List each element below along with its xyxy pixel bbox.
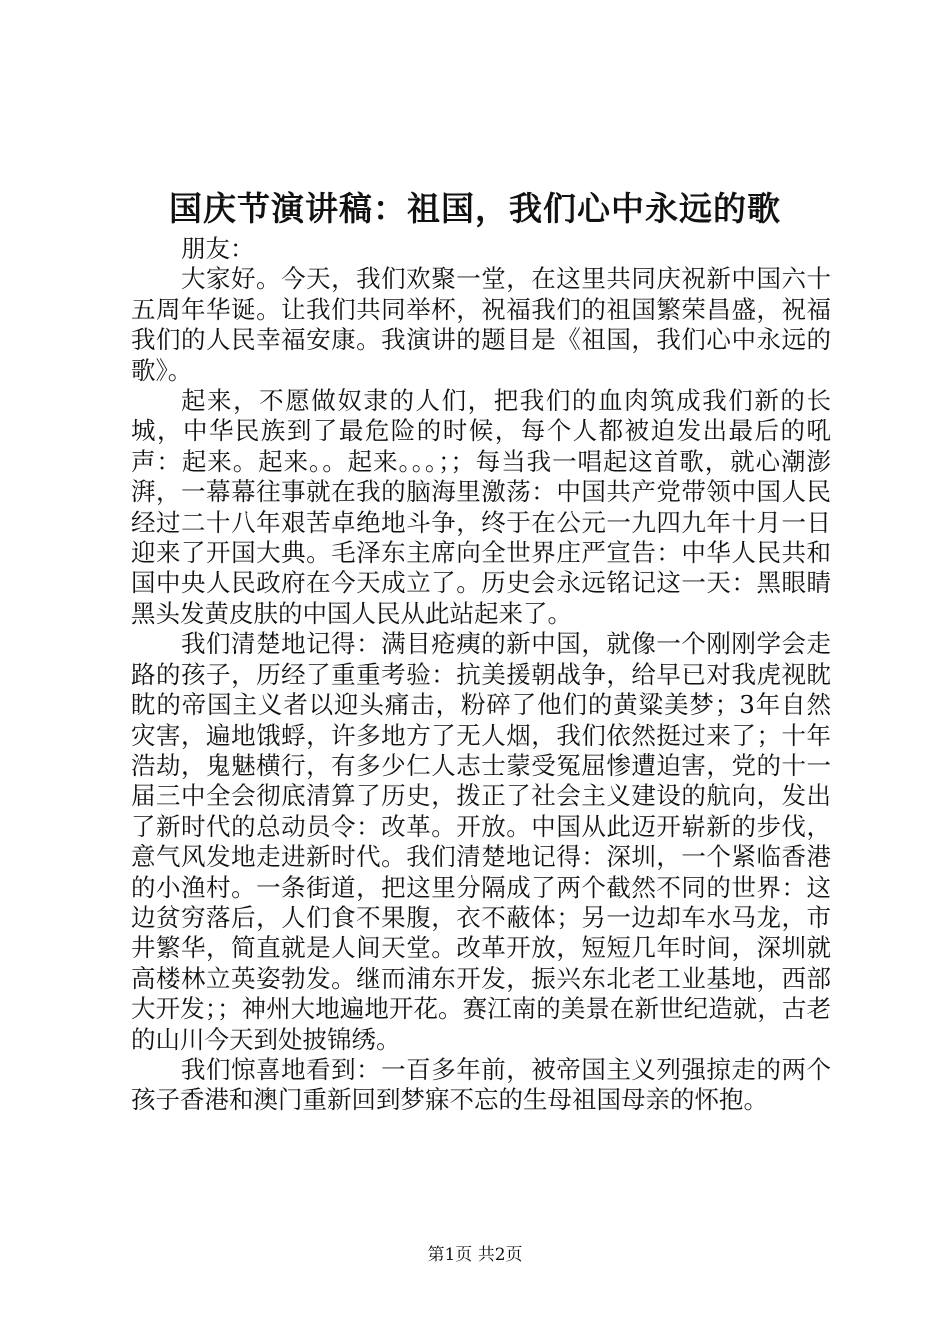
paragraph: 我们惊喜地看到：一百多年前，被帝国主义列强掠走的两个孩子香港和澳门重新回到梦寐不忘的生母祖国母亲的怀抱。 <box>131 1054 831 1115</box>
greeting-line: 朋友： <box>181 234 255 263</box>
paragraph: 大家好。今天，我们欢聚一堂，在这里共同庆祝新中国六十五周年华诞。让我们共同举杯，祝福我们的祖国繁荣昌盛，祝福我们的人民幸福安康。我演讲的题目是《祖国，我们心中永远的歌》。 <box>131 264 831 385</box>
document-title: 国庆节演讲稿：祖国，我们心中永远的歌 <box>169 189 781 228</box>
page-footer: 第1页 共2页 <box>427 1245 523 1265</box>
document-body <box>131 234 831 1116</box>
paragraph: 起来，不愿做奴隶的人们，把我们的血肉筑成我们新的长城，中华民族到了最危险的时候，每个人都被迫发出最后的吼声：起来。起来。。起来。。。；；每当我一唱起这首歌，就心潮澎湃，一幕幕往事就在我的脑海里激荡：中国共产党带领中国人民经过二十八年艰苦卓绝地斗争，终于在公元一九四九年十月一日迎来了开国大典。毛泽东主席向全世界庄严宣告：中华人民共和国中央人民政府在今天成立了。历史会永远铭记这一天：黑眼睛黑头发黄皮肤的中国人民从此站起来了。 <box>131 386 831 628</box>
paragraph: 我们清楚地记得：满目疮痍的新中国，就像一个刚刚学会走路的孩子，历经了重重考验：抗美援朝战争，给早已对我虎视眈眈的帝国主义者以迎头痛击，粉碎了他们的黄粱美梦；3年自然灾害，遍地饿蜉，许多地方了无人烟，我们依然挺过来了；十年浩劫，鬼魅横行，有多少仁人志士蒙受冤屈惨遭迫害，党的十一届三中全会彻底清算了历史，拨正了社会主义建设的航向，发出了新时代的总动员令：改革。开放。中国从此迈开崭新的步伐，意气风发地走进新时代。我们清楚地记得：深圳，一个紧临香港的小渔村。一条街道，把这里分隔成了两个截然不同的世界：这边贫穷落后，人们食不果腹，衣不蔽体；另一边却车水马龙，市井繁华，简直就是人间天堂。改革开放，短短几年时间，深圳就高楼林立英姿勃发。继而浦东开发，振兴东北老工业基地，西部大开发；；神州大地遍地开花。赛江南的美景在新世纪造就，古老的山川今天到处披锦绣。 <box>131 629 831 1054</box>
